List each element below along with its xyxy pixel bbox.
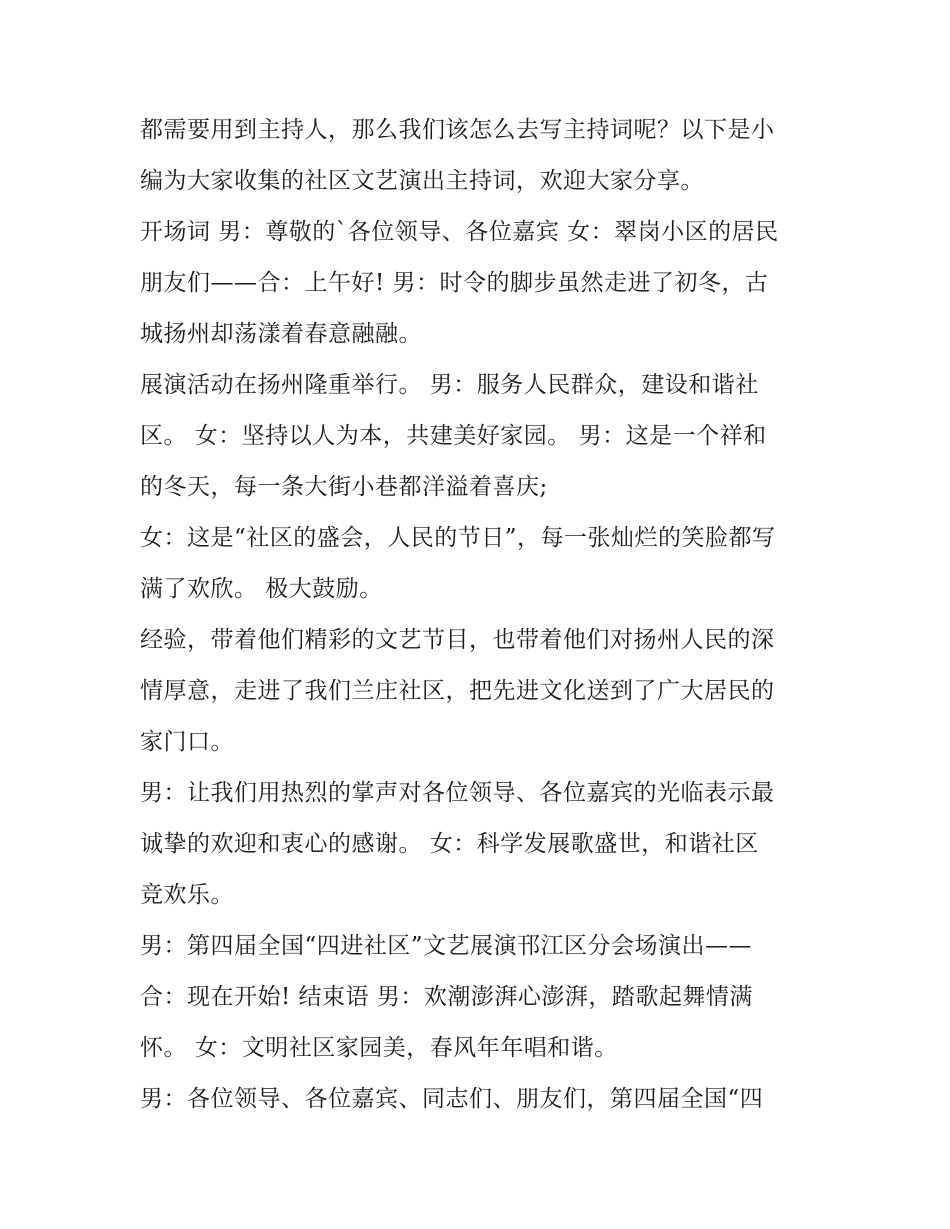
document-body — [140, 105, 820, 1125]
text-line: 满了欢欣。 极大鼓励。 — [140, 576, 383, 602]
text-line: 诚挚的欢迎和衷心的感谢。 女：科学发展歌盛世，和谐社区 — [140, 831, 759, 857]
text-line: 合：现在开始! 结束语 男：欢潮澎湃心澎湃，踏歌起舞情满 — [140, 984, 753, 1010]
text-line: 开场词 男：尊敬的`各位领导、各位嘉宾 女：翠岗小区的居民 — [140, 219, 779, 245]
text-line: 展演活动在扬州隆重举行。 男：服务人民群众，建设和谐社 — [140, 372, 759, 398]
text-line: 男：让我们用热烈的掌声对各位领导、各位嘉宾的光临表示最 — [140, 780, 775, 806]
text-line: 区。 女：坚持以人为本，共建美好家园。 男：这是一个祥和 — [140, 423, 767, 449]
text-line: 城扬州却荡漾着春意融融。 — [140, 321, 422, 347]
text-line: 都需要用到主持人，那么我们该怎么去写主持词呢？以下是小 — [140, 117, 775, 143]
text-line: 怀。 女：文明社区家园美，春风年年唱和谐。 — [140, 1035, 618, 1061]
text-line: 经验，带着他们精彩的文艺节目，也带着他们对扬州人民的深 — [140, 627, 775, 653]
text-line: 男：各位领导、各位嘉宾、同志们、朋友们，第四届全国“四 — [140, 1086, 764, 1112]
text-line: 情厚意，走进了我们兰庄社区，把先进文化送到了广大居民的 — [140, 678, 775, 704]
text-line: 编为大家收集的社区文艺演出主持词，欢迎大家分享。 — [140, 168, 704, 194]
text-line: 男：第四届全国“四进社区”文艺展演邗江区分会场演出—— — [140, 933, 753, 959]
text-line: 朋友们——合：上午好! 男：时令的脚步虽然走进了初冬，古 — [140, 270, 769, 296]
text-line: 的冬天，每一条大街小巷都洋溢着喜庆; — [140, 474, 548, 500]
text-line: 竞欢乐。 — [140, 882, 234, 908]
text-line: 家门口。 — [140, 729, 234, 755]
text-line: 女：这是“社区的盛会，人民的节日”，每一张灿烂的笑脸都写 — [140, 525, 776, 551]
